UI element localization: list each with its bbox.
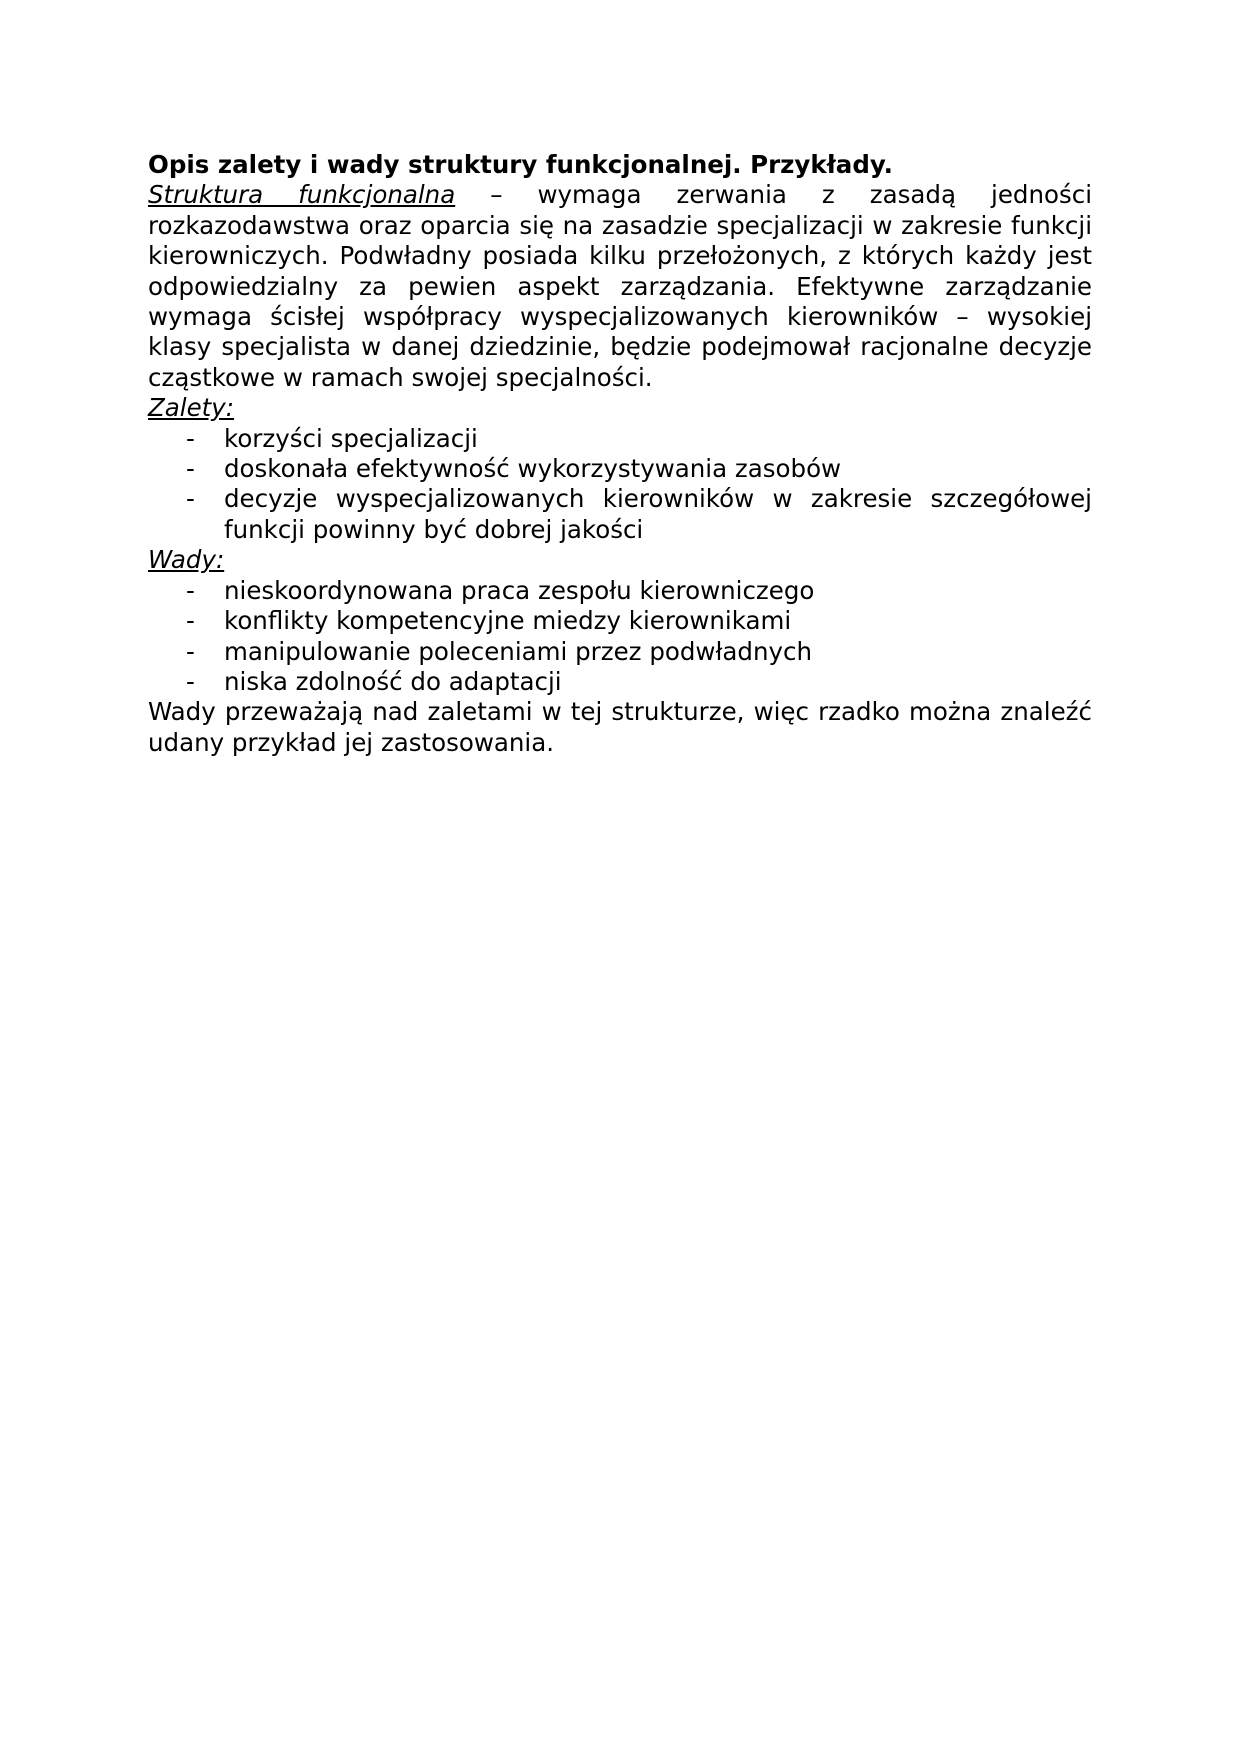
dash-bullet: - (186, 423, 195, 453)
document-title: Opis zalety i wady struktury funkcjonalnej. Przykłady. (148, 150, 893, 179)
disadvantages-label: Wady: (148, 545, 225, 575)
list-item (148, 667, 1092, 697)
list-item (148, 576, 1092, 606)
list-item (148, 424, 1092, 454)
list-item (148, 606, 1092, 636)
list-item-text: korzyści specjalizacji (224, 423, 478, 453)
document-page (148, 150, 1092, 758)
list-item-text: nieskoordynowana praca zespołu kierowniczego (224, 575, 815, 605)
list-item-text: niska zdolność do adaptacji (224, 666, 562, 696)
disadvantages-list (148, 576, 1092, 698)
list-item-text: decyzje wyspecjalizowanych kierowników w zakresie szczegółowej funkcji powinny być dobrej jakości (224, 484, 1092, 544)
dash-bullet: - (186, 575, 195, 605)
intro-term: Struktura funkcjonalna (148, 180, 456, 210)
list-item (148, 484, 1092, 545)
dash-bullet: - (186, 454, 195, 484)
list-item (148, 454, 1092, 484)
dash-bullet: - (186, 636, 195, 666)
advantages-list (148, 424, 1092, 546)
dash-bullet: - (186, 666, 195, 696)
list-item-text: doskonała efektywność wykorzystywania zasobów (224, 454, 842, 484)
list-item-text: manipulowanie poleceniami przez podwładnych (224, 636, 812, 666)
dash-bullet: - (186, 484, 195, 514)
intro-paragraph (148, 180, 1092, 393)
list-item (148, 637, 1092, 667)
conclusion-paragraph: Wady przeważają nad zaletami w tej strukturze, więc rzadko można znaleźć udany przykład jej zastosowania. (148, 697, 1092, 757)
list-item-text: konflikty kompetencyjne miedzy kierownikami (224, 606, 792, 636)
dash-bullet: - (186, 606, 195, 636)
advantages-label: Zalety: (148, 393, 235, 423)
intro-text: – wymaga zerwania z zasadą jedności rozkazodawstwa oraz oparcia się na zasadzie specjalizacji w zakresie funkcji kierowniczych. Podwładny posiada kilku przełożonych, z których każdy jest odpowiedzialny za pewien aspekt zarządzania. Efektywne zarządzanie wymaga ścisłej współpracy wyspecjalizowanych kierowników – wysokiej klasy specjalista w danej dziedzinie, będzie podejmował racjonalne decyzje cząstkowe w ramach swojej specjalności. (148, 180, 1093, 392)
